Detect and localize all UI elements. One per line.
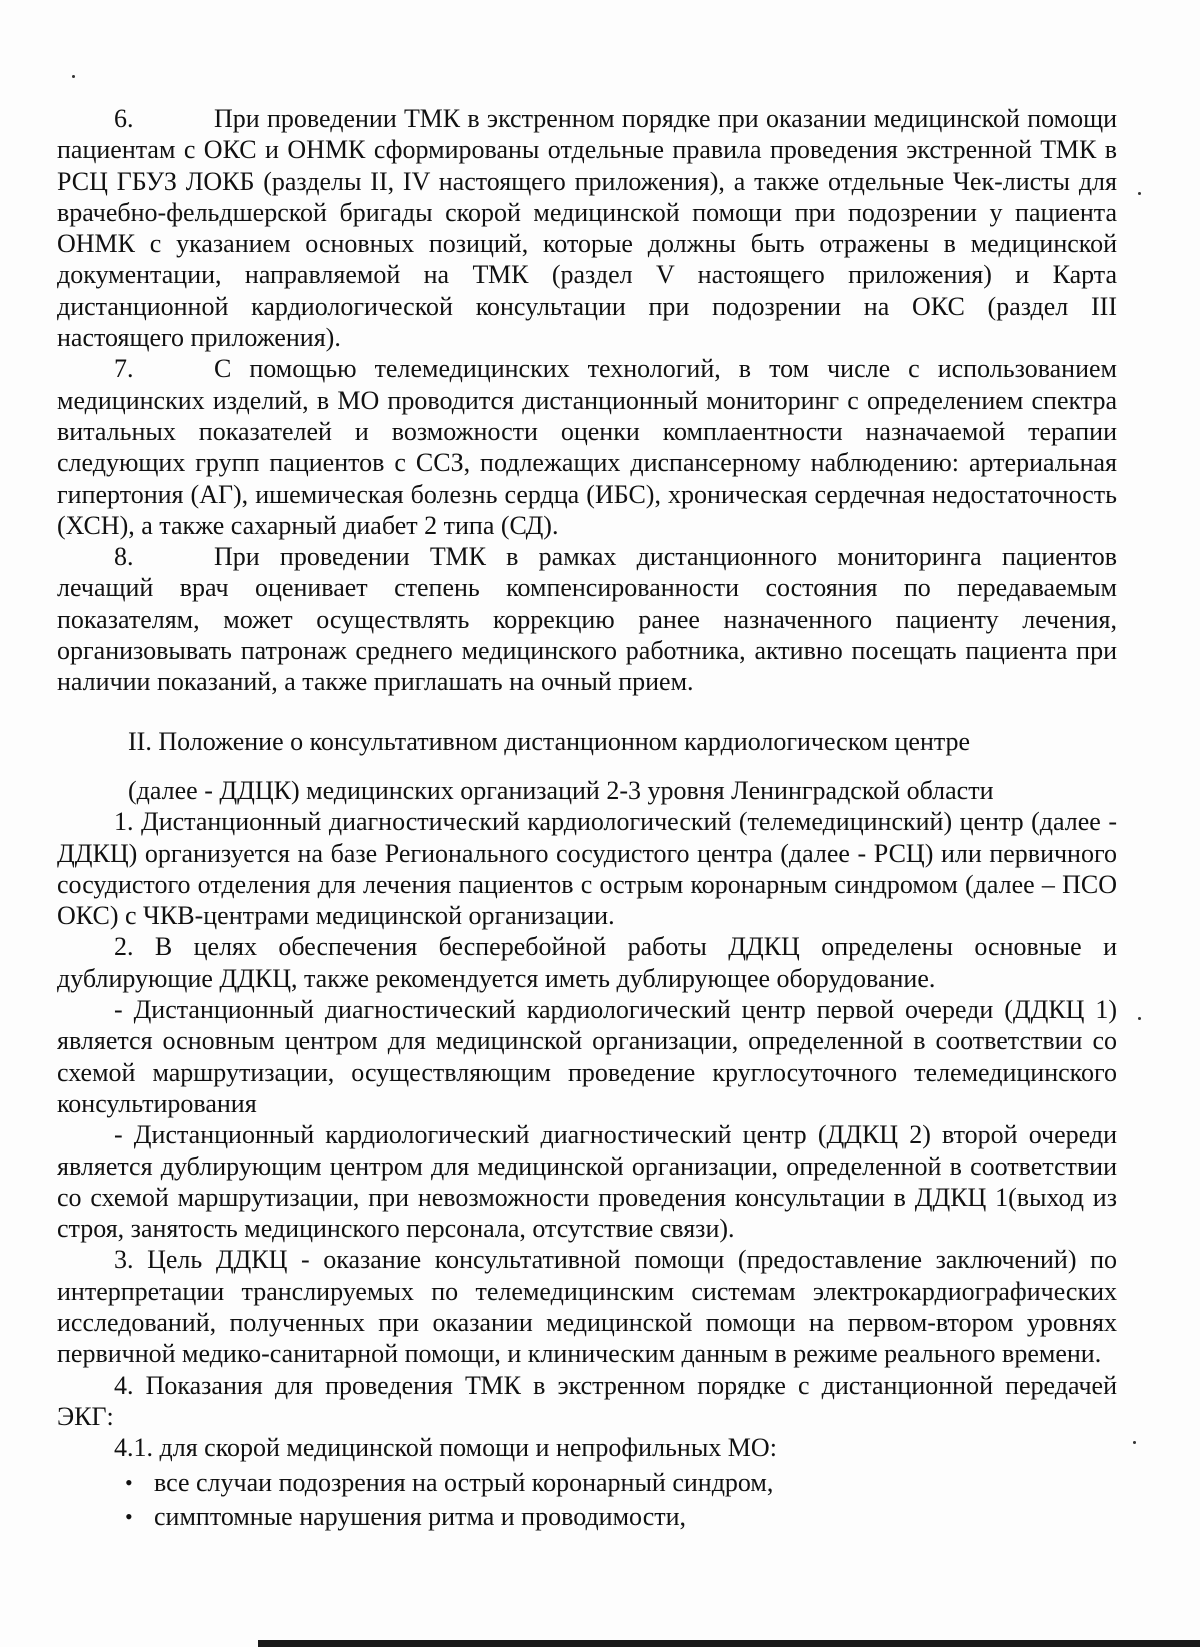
- paragraph-number: 6.: [114, 104, 134, 133]
- document-body: [57, 103, 1117, 1534]
- section-item-4-1: 4.1. для скорой медицинской помощи и непрофильных МО:: [114, 1433, 777, 1463]
- paragraph-6: [57, 103, 1117, 353]
- section-item-2: 2. В целях обеспечения бесперебойной работы ДДКЦ определены основные и дублирующие ДДКЦ, также рекомендуется иметь дублирующее оборудование.: [57, 932, 1117, 993]
- bullet-icon: •: [125, 1470, 133, 1496]
- list-item-text: симптомные нарушения ритма и проводимости,: [154, 1502, 687, 1532]
- paragraph-text: С помощью телемедицинских технологий, в том числе с использованием медицинских изделий, в МО проводится дистанционный мониторинг с определением спектра витальных показателей и возможности оценки комплаентности назначаемой терапии следующих групп пациентов с ССЗ, подлежащих диспансерному наблюдению: артериальная гипертония (АГ), ишемическая болезнь сердца (ИБС), хроническая сердечная недостаточность (ХСН), а также сахарный диабет 2 типа (СД).: [57, 354, 1117, 540]
- paragraph-number: 7.: [114, 354, 134, 384]
- list-item: [57, 1466, 1117, 1500]
- paragraph-7: [57, 353, 1117, 541]
- scan-speck: [1133, 1441, 1136, 1444]
- paragraph-text: При проведении ТМК в рамках дистанционного мониторинга пациентов лечащий врач оценивает степень компенсированности состояния по передаваемым показателям, может осуществлять коррекцию ранее назначенного пациенту лечения, организовывать патронаж среднего медицинского работника, активно посещать пациента при наличии показаний, а также приглашать на очный прием.: [57, 542, 1117, 697]
- section-item-3: 3. Цель ДДКЦ - оказание консультативной помощи (предоставление заключений) по интерпретации транслируемых по телемедицинским системам электрокардиографических исследований, полученных при оказании медицинской помощи на первом-втором уровнях первичной медико-санитарной помощи, и клиническим данным в режиме реального времени.: [57, 1245, 1117, 1369]
- paragraph-text: При проведении ТМК в экстренном порядке при оказании медицинской помощи пациентам с ОКС и ОНМК сформированы отдельные правила проведения экстренной ТМК в РСЦ ГБУЗ ЛОКБ (разделы II, IV настоящего приложения), а также отдельные Чек-листы для врачебно-фельдшерской бригады скорой медицинской помощи при подозрении у пациента ОНМК с указанием основных позиций, которые должны быть отражены в медицинской документации, направляемой на ТМК (раздел V настоящего приложения) и Карта дистанционной кардиологической консультации при подозрении на ОКС (раздел III настоящего приложения).: [57, 104, 1117, 353]
- section-item-1: 1. Дистанционный диагностический кардиологический (телемедицинский) центр (далее - ДДКЦ) организуется на базе Регионального сосудистого центра (далее - РСЦ) или первичного сосудистого отделения для лечения пациентов с острым коронарным синдромом (далее – ПСО ОКС) с ЧКВ-центрами медицинской организации.: [57, 807, 1117, 931]
- indications-list: [57, 1466, 1117, 1534]
- section-item-2b: - Дистанционный кардиологический диагностический центр (ДДКЦ 2) второй очереди является дублирующим центром для медицинской организации, определенной в соответствии со схемой маршрутизации, при невозможности проведения консультации в ДДКЦ 1(выход из строя, занятость медицинского персонала, отсутствие связи).: [57, 1120, 1117, 1244]
- bullet-icon: •: [125, 1504, 133, 1530]
- section-subheading: (далее - ДДЦК) медицинских организаций 2-3 уровня Ленинградской области: [128, 775, 994, 805]
- scan-speck: [72, 75, 75, 78]
- section-item-4: 4. Показания для проведения ТМК в экстренном порядке с дистанционной передачей ЭКГ:: [57, 1370, 1117, 1431]
- paragraph-number: 8.: [114, 542, 134, 572]
- list-item: [57, 1500, 1117, 1534]
- paragraph-8: [57, 541, 1117, 697]
- section-heading: II. Положение о консультативном дистанционном кардиологическом центре: [128, 726, 971, 756]
- list-item-text: все случаи подозрения на острый коронарный синдром,: [154, 1468, 774, 1498]
- scan-speck: [1138, 192, 1141, 195]
- section-item-2a: - Дистанционный диагностический кардиологический центр первой очереди (ДДКЦ 1) является основным центром для медицинской организации, определенной в соответствии со схемой маршрутизации, осуществляющим проведение круглосуточного телемедицинского консультирования: [57, 995, 1117, 1118]
- page-bottom-border: [258, 1640, 1200, 1647]
- scan-speck: [1138, 1017, 1141, 1020]
